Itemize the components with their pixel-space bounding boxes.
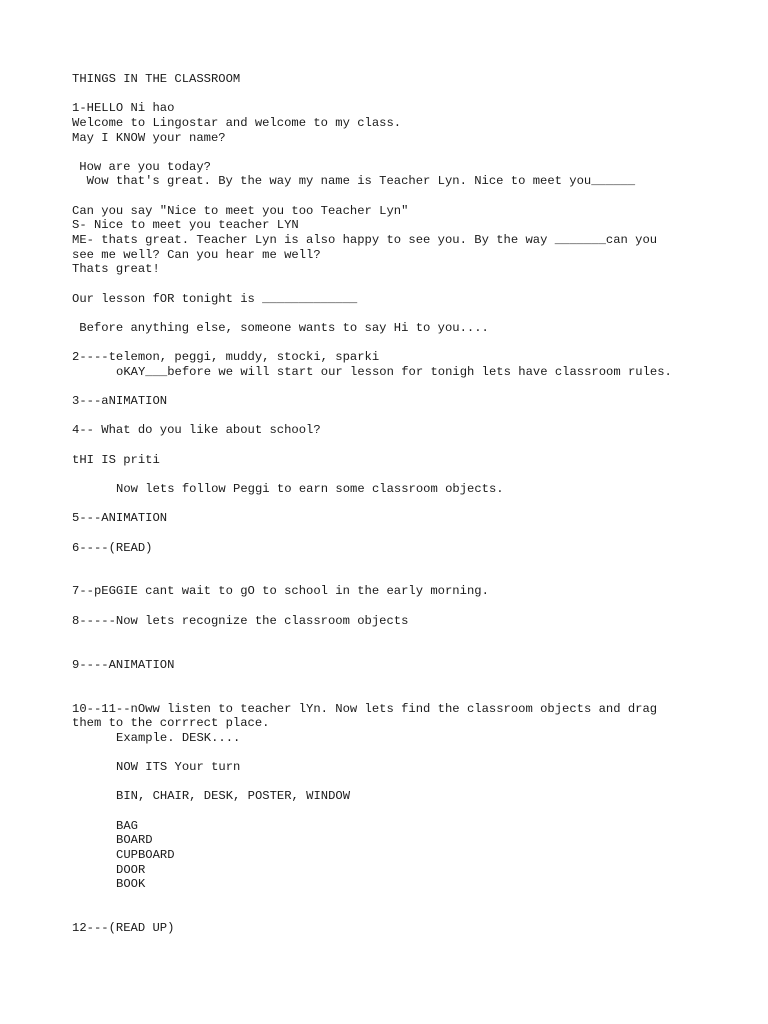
blank-line bbox=[72, 643, 712, 658]
blank-line bbox=[72, 145, 712, 160]
rules-line: oKAY___before we will start our lesson for tonigh lets have classroom rules. bbox=[116, 364, 672, 379]
drag-line: them to the corrrect place. bbox=[72, 716, 270, 731]
animation-3-line: 3---aNIMATION bbox=[72, 394, 168, 409]
blank-line bbox=[72, 775, 712, 790]
blank-line bbox=[72, 438, 712, 453]
characters-line: 2----telemon, peggi, muddy, stocki, sparki bbox=[72, 350, 380, 365]
list-item: DOOR bbox=[116, 862, 146, 877]
say-line: Can you say "Nice to meet you too Teacher Lyn" bbox=[72, 203, 409, 218]
follow-line: Now lets follow Peggi to earn some classroom objects. bbox=[116, 481, 504, 496]
words-line: BIN, CHAIR, DESK, POSTER, WINDOW bbox=[116, 789, 351, 804]
blank-line bbox=[72, 687, 712, 702]
blank-line bbox=[72, 628, 712, 643]
your-turn-line: NOW ITS Your turn bbox=[116, 760, 241, 775]
document-title: THINGS IN THE CLASSROOM bbox=[72, 72, 241, 86]
listen-line: 10--11--nOww listen to teacher lYn. Now lets find the classroom objects and drag bbox=[72, 701, 658, 716]
recognize-line: 8-----Now lets recognize the classroom objects bbox=[72, 613, 409, 628]
blank-line bbox=[72, 526, 712, 541]
lesson-line: Our lesson fOR tonight is _____________ bbox=[72, 291, 358, 306]
name-question-line: May I KNOW your name? bbox=[72, 130, 226, 145]
example-line: Example. DESK.... bbox=[116, 730, 241, 745]
blank-line bbox=[72, 467, 712, 482]
blank-line bbox=[72, 570, 712, 585]
list-item: BOARD bbox=[116, 833, 153, 848]
blank-line bbox=[72, 277, 712, 292]
blank-line bbox=[72, 555, 712, 570]
blank-line bbox=[72, 306, 712, 321]
peggie-line: 7--pEGGIE cant wait to gO to school in the early morning. bbox=[72, 584, 489, 599]
before-line: Before anything else, someone wants to say Hi to you.... bbox=[79, 320, 489, 335]
blank-line bbox=[72, 189, 712, 204]
blank-line bbox=[72, 497, 712, 512]
school-question-line: 4-- What do you like about school? bbox=[72, 423, 321, 438]
how-are-you-line: How are you today? bbox=[79, 159, 211, 174]
blank-line bbox=[72, 804, 712, 819]
document-body bbox=[72, 72, 712, 936]
blank-line bbox=[72, 409, 712, 424]
welcome-line: Welcome to Lingostar and welcome to my class. bbox=[72, 115, 402, 130]
list-item: BOOK bbox=[116, 877, 146, 892]
blank-line bbox=[72, 336, 712, 351]
greeting-line: 1-HELLO Ni hao bbox=[72, 101, 175, 116]
see-hear-line: see me well? Can you hear me well? bbox=[72, 247, 321, 262]
teacher-intro-line: Wow that's great. By the way my name is Teacher Lyn. Nice to meet you______ bbox=[86, 174, 636, 189]
animation-9-line: 9----ANIMATION bbox=[72, 657, 175, 672]
student-reply-line: S- Nice to meet you teacher LYN bbox=[72, 218, 299, 233]
blank-line bbox=[72, 892, 712, 907]
read-6-line: 6----(READ) bbox=[72, 540, 153, 555]
blank-line bbox=[72, 907, 712, 922]
read-up-line: 12---(READ UP) bbox=[72, 921, 175, 936]
list-item: CUPBOARD bbox=[116, 847, 175, 862]
blank-line bbox=[72, 745, 712, 760]
blank-line bbox=[72, 379, 712, 394]
priti-line: tHI IS priti bbox=[72, 452, 160, 467]
blank-line bbox=[72, 87, 712, 102]
blank-line bbox=[72, 672, 712, 687]
thats-great-line: Thats great! bbox=[72, 262, 160, 277]
blank-line bbox=[72, 599, 712, 614]
me-line: ME- thats great. Teacher Lyn is also happy to see you. By the way _______can you bbox=[72, 233, 658, 248]
list-item: BAG bbox=[116, 818, 138, 833]
animation-5-line: 5---ANIMATION bbox=[72, 511, 168, 526]
